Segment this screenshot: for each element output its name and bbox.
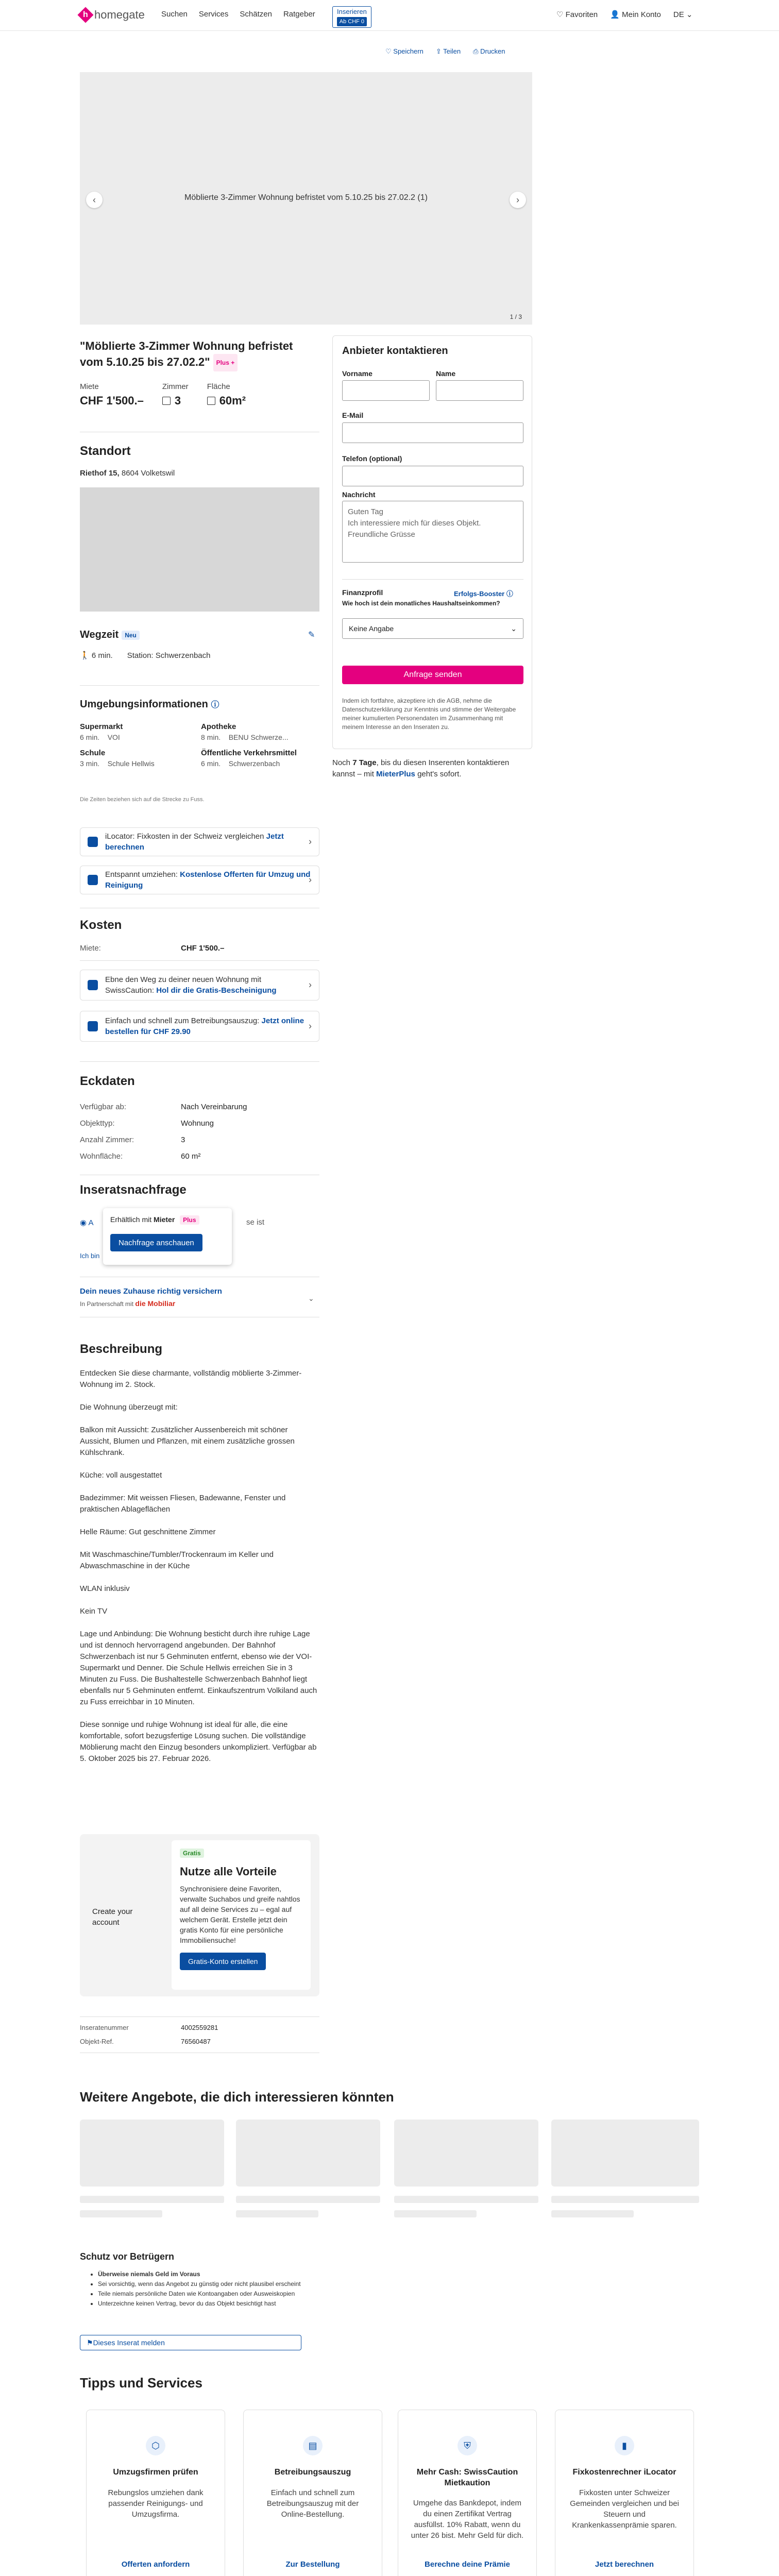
detail-key: Verfügbar ab: — [80, 1103, 127, 1111]
detail-key: Anzahl Zimmer: — [80, 1136, 134, 1144]
item-label: Supermarkt — [80, 722, 123, 731]
item-time: 6 min. — [80, 733, 100, 741]
surroundings-item — [80, 749, 201, 768]
main-nav — [161, 10, 315, 19]
listing-title — [80, 338, 314, 371]
nav-ratgeber[interactable]: Ratgeber — [283, 10, 315, 19]
note-days: 7 Tage — [352, 758, 377, 767]
site-header — [0, 0, 779, 31]
fraud-list — [98, 2269, 301, 2309]
tip-card-swisscaution[interactable] — [398, 2410, 537, 2576]
swisscaution-icon — [88, 980, 98, 990]
edit-icon[interactable]: ✎ — [308, 631, 315, 639]
moving-text-main: Entspannt umziehen: — [105, 870, 178, 879]
object-ref-value: 76560487 — [181, 2038, 211, 2045]
gallery-counter: 1 / 3 — [510, 313, 522, 320]
insert-button[interactable] — [332, 6, 371, 28]
tips-heading: Tipps und Services — [80, 2375, 202, 2391]
object-ref-label: Objekt-Ref. — [80, 2038, 114, 2045]
insert-badge: Ab CHF 0 — [337, 17, 367, 26]
info-icon[interactable]: ⓘ — [211, 701, 219, 709]
item-place: VOI — [107, 733, 120, 741]
debt-register-text — [105, 1015, 312, 1037]
user-icon: 👤 — [610, 10, 622, 19]
rent-value: CHF 1'500.– — [80, 394, 144, 407]
heart-icon: ♡ — [556, 10, 566, 19]
tip-body: Fixkosten unter Schweizer Gemeinden vergleichen und bei Steuern und Krankenkassenprämie sparen. — [570, 2488, 679, 2530]
rooms-value: 3 — [174, 394, 181, 407]
chevron-right-icon: › — [309, 1021, 312, 1031]
share-label: Teilen — [443, 47, 461, 55]
demand-partial-left-text: A — [88, 1218, 94, 1227]
demand-partial-left — [80, 1218, 93, 1227]
income-select-value: Keine Angabe — [349, 624, 394, 633]
logo-text: homegate — [94, 8, 145, 21]
desc-paragraph: Balkon mit Aussicht: Zusätzlicher Aussenbereich mit schöner Aussicht, Blumen und Pflanzen, mit einem zusätzliche grossen Kühlschrank. — [80, 1426, 295, 1457]
listing-id-value: 4002559281 — [181, 2024, 218, 2031]
commute-duration — [80, 650, 113, 662]
details-heading: Eckdaten — [80, 1074, 135, 1088]
detail-value: 3 — [181, 1136, 185, 1144]
moving-icon — [88, 875, 98, 885]
lastname-field[interactable] — [436, 380, 523, 401]
map-icon: ▮ — [615, 2436, 634, 2455]
desc-paragraph: Lage und Anbindung: Die Wohnung besticht durch ihre ruhige Lage und ist dennoch hervorragend angebunden. Der Bahnhof Schwerzenbach ist nur 5 Gehminuten entfernt, ebenso wie der VOI-Supermarkt und Denner. Die Schule Hellwis erreichen Sie in 3 Minuten zu Fuss. Die Bushaltestelle Schwerzenbach Bahnhof liegt ebenfalls nur 5 Gehminuten entfernt. Einkaufszentrum Volkiland auch zu Fuss erreichbar in 10 Minuten. — [80, 1630, 317, 1706]
tip-body: Einfach und schnell zum Betreibungsauszug mit der Online-Bestellung. — [266, 2488, 359, 2519]
surroundings-item — [80, 722, 201, 741]
chevron-right-icon: › — [309, 874, 312, 885]
debt-register-card[interactable] — [80, 1011, 319, 1042]
offer-text-placeholder — [236, 2196, 380, 2203]
save-button[interactable]: ♡ Speichern — [385, 47, 424, 55]
income-select[interactable] — [342, 618, 523, 639]
offer-text-placeholder — [236, 2210, 318, 2217]
description-body — [80, 1368, 319, 1765]
account-link[interactable] — [610, 10, 661, 19]
language-label: DE — [673, 10, 684, 19]
item-time: 6 min. — [201, 759, 221, 768]
contact-form — [332, 335, 532, 749]
account-benefits — [80, 1834, 319, 1996]
gallery-next-button[interactable] — [510, 192, 526, 208]
tip-title: Betreibungsauszug — [274, 2468, 351, 2477]
offer-card-placeholder — [394, 2120, 538, 2187]
surroundings-item — [201, 722, 319, 741]
listing-title-text: "Möblierte 3-Zimmer Wohnung befristet vom 5.10.25 bis 27.02.2" — [80, 340, 293, 368]
finance-heading: Finanzprofil — [342, 588, 383, 597]
insurance-partner-label: In Partnerschaft mit — [80, 1300, 134, 1308]
phone-label: Telefon (optional) — [342, 454, 402, 463]
report-listing-button[interactable] — [80, 2335, 301, 2350]
debt-register-link: Jetzt online bestellen für CHF 29.90 — [105, 1016, 304, 1036]
moving-link: Kostenlose Offerten für Umzug und Reinigung — [105, 870, 311, 890]
fraud-heading: Schutz vor Betrügern — [80, 2251, 175, 2262]
desc-paragraph: Kein TV — [80, 1607, 108, 1616]
listing-ids — [80, 2024, 284, 2045]
header-right — [556, 10, 693, 19]
eye-icon: ◉ — [80, 1218, 89, 1227]
chevron-right-icon: › — [309, 836, 312, 847]
surroundings-item — [201, 749, 319, 768]
fraud-item: • Überweise niemals Geld im Voraus — [98, 2269, 301, 2279]
divider — [80, 685, 319, 686]
lastname-label: Name — [436, 369, 456, 378]
key-facts — [80, 382, 246, 408]
surroundings-heading — [80, 698, 219, 710]
item-label: Schule — [80, 749, 106, 757]
tip-title: Umzugsfirmen prüfen — [113, 2468, 198, 2477]
location-map[interactable] — [80, 487, 319, 612]
swisscaution-link: Hol dir die Gratis-Bescheinigung — [156, 986, 277, 995]
benefits-body: Synchronisiere deine Favoriten, verwalte Suchabos und greife nahtlos auf all deine Services zu – egal auf welchem Gerät. Erstelle jetzt dein gratis Konto für eine persönliche Immobiliensuche! — [180, 1885, 300, 1944]
detail-value: Wohnung — [181, 1119, 214, 1128]
demand-partial-right: se ist — [246, 1218, 265, 1227]
offer-text-placeholder — [394, 2196, 538, 2203]
chevron-left-icon: ‹ — [93, 194, 96, 205]
surroundings-heading-text: Umgebungsinformationen — [80, 699, 208, 710]
tip-title: Fixkostenrechner iLocator — [572, 2468, 676, 2477]
favorites-label: Favoriten — [565, 10, 598, 19]
fact-area — [207, 382, 246, 408]
desc-paragraph: Küche: voll ausgestattet — [80, 1471, 162, 1480]
create-account-button[interactable]: Gratis-Konto erstellen — [180, 1953, 266, 1970]
nav-schaetzen[interactable]: Schätzen — [240, 10, 272, 19]
report-listing-label: Dieses Inserat melden — [93, 2338, 165, 2347]
save-label: Speichern — [393, 47, 424, 55]
costs-rent-label: Miete: — [80, 944, 101, 953]
box-icon: ⬡ — [146, 2436, 165, 2455]
fact-rent — [80, 382, 144, 408]
swisscaution-card[interactable] — [80, 970, 319, 1001]
fraud-item: • Sei vorsichtig, wenn das Angebot zu günstig oder nicht plausibel erscheint — [98, 2279, 301, 2289]
divider — [80, 960, 319, 961]
debt-register-text-main: Einfach und schnell zum Betreibungsauszug: — [105, 1016, 260, 1025]
benefits-heading: Nutze alle Vorteile — [180, 1865, 277, 1878]
desc-paragraph: Diese sonnige und ruhige Wohnung ist ideal für alle, die eine komfortable, sofort bezugsfertige Lösung suchen. Die vollständige Möblierung macht den Einzug besonders unkompliziert. Verfügbar ab 5. Oktober 2025 bis 27. Februar 2026. — [80, 1720, 317, 1763]
address-city: 8604 Volketswil — [121, 469, 175, 478]
demand-popup-label: Erhältlich mit — [110, 1215, 152, 1224]
surroundings-grid — [80, 722, 319, 768]
tip-body: Umgehe das Bankdepot, indem du einen Zertifikat Vertrag ausfüllst. 10% Rabatt, wenn du unter 26 bist. Mehr Geld für dich. — [411, 2499, 524, 2540]
more-offers-heading: Weitere Angebote, die dich interessieren könnten — [80, 2089, 394, 2105]
language-select[interactable]: DE ⌄ — [673, 10, 693, 19]
fraud-item: • Unterzeichne keinen Vertrag, bevor du das Objekt besichtigt hast — [98, 2299, 301, 2309]
demand-link[interactable]: Ich bin — [80, 1252, 100, 1260]
swisscaution-text-main: Ebne den Weg zu deiner neuen Wohnung mit SwissCaution: — [105, 975, 261, 995]
favorites-link[interactable] — [556, 10, 598, 19]
note-prefix: Noch — [332, 758, 351, 767]
demand-heading: Inseratsnachfrage — [80, 1183, 187, 1197]
image-gallery[interactable] — [80, 72, 532, 325]
tip-link[interactable]: Jetzt berechnen — [595, 2560, 654, 2569]
message-label: Nachricht — [342, 490, 376, 499]
desc-paragraph: WLAN inklusiv — [80, 1584, 130, 1593]
view-demand-button[interactable]: Nachfrage anschauen — [110, 1234, 202, 1251]
address — [80, 468, 175, 479]
tip-card-debt[interactable] — [243, 2410, 382, 2576]
email-label: E-Mail — [342, 411, 364, 419]
insurance-link[interactable]: Dein neues Zuhause richtig versichern — [80, 1287, 222, 1296]
nav-suchen[interactable]: Suchen — [161, 10, 188, 19]
mieterplus-note — [332, 757, 532, 780]
ilocator-link: Jetzt berechnen — [105, 832, 284, 852]
plus-tag-label: Plus — [216, 359, 229, 366]
divider — [80, 1061, 319, 1062]
gratis-tag: Gratis — [180, 1849, 204, 1858]
gallery-caption: Möblierte 3-Zimmer Wohnung befristet vom 5.10.25 bis 27.02.2 (1) — [184, 193, 428, 202]
costs-table — [80, 944, 284, 953]
moving-text — [105, 869, 312, 891]
divider — [342, 579, 523, 580]
commute-duration-value: 6 min. — [91, 651, 113, 660]
account-label: Mein Konto — [622, 10, 661, 19]
ilocator-icon — [88, 837, 98, 847]
item-label: Öffentliche Verkehrsmittel — [201, 749, 297, 757]
offer-text-placeholder — [551, 2196, 699, 2203]
details-table — [80, 1103, 284, 1161]
benefits-card — [172, 1840, 311, 1990]
insurance-partner — [80, 1299, 175, 1308]
shield-icon: ⛨ — [458, 2436, 477, 2455]
tip-title: Mehr Cash: SwissCaution Mietkaution — [416, 2468, 518, 2487]
message-field[interactable]: Guten Tag Ich interessiere mich für dieses Objekt. Freundliche Grüsse — [342, 501, 523, 563]
chevron-down-icon: ⌄ — [511, 624, 517, 633]
listing-actions — [385, 47, 505, 56]
mobiliar-logo: die Mobiliar — [135, 1299, 176, 1308]
email-field[interactable] — [342, 422, 523, 443]
item-time: 3 min. — [80, 759, 100, 768]
chevron-right-icon: › — [516, 194, 519, 205]
new-tag: Neu — [122, 631, 140, 640]
commute-heading-text: Wegzeit — [80, 629, 119, 640]
detail-value: Nach Vereinbarung — [181, 1103, 247, 1111]
desc-paragraph: Entdecken Sie diese charmante, vollständig möblierte 3-Zimmer-Wohnung im 2. Stock. — [80, 1369, 302, 1389]
fact-rooms — [162, 382, 189, 408]
fraud-item: • Teile niemals persönliche Daten wie Kontoangaben oder Ausweiskopien — [98, 2289, 301, 2299]
tip-link[interactable]: Berechne deine Prämie — [425, 2560, 510, 2569]
offer-card-placeholder — [551, 2120, 699, 2187]
print-label: Drucken — [480, 47, 505, 55]
firstname-label: Vorname — [342, 369, 372, 378]
demand-popup — [103, 1208, 232, 1265]
offer-card-placeholder — [80, 2120, 224, 2187]
offer-card-placeholder — [236, 2120, 380, 2187]
item-place: Schwerzenbach — [228, 759, 280, 768]
finance-booster-label: Erfolgs-Booster — [454, 590, 505, 598]
note-rest: , bis du diesen Inserenten kontaktieren kannst – mit — [332, 758, 510, 778]
desc-paragraph: Die Wohnung überzeugt mit: — [80, 1403, 178, 1412]
commute-heading — [80, 629, 140, 641]
chevron-down-icon[interactable]: ⌄ — [308, 1294, 314, 1302]
document-icon: ▤ — [303, 2436, 323, 2455]
item-place: BENU Schwerze... — [228, 733, 289, 741]
moving-card[interactable] — [80, 866, 319, 894]
offer-text-placeholder — [394, 2210, 477, 2217]
mieterplus-link[interactable]: MieterPlus — [376, 770, 415, 778]
send-request-button[interactable]: Anfrage senden — [342, 666, 523, 684]
tip-link[interactable]: Offerten anfordern — [121, 2560, 190, 2569]
area-value: 60m² — [219, 394, 246, 407]
rent-label: Miete — [80, 382, 99, 391]
flag-icon: ⚑ — [87, 2338, 93, 2347]
item-place: Schule Hellwis — [107, 759, 155, 768]
location-heading: Standort — [80, 444, 131, 458]
plus-tag: Plus + — [213, 354, 238, 371]
address-street: Riethof 15, — [80, 469, 120, 478]
info-icon[interactable]: ⓘ — [506, 590, 513, 598]
detail-key: Wohnfläche: — [80, 1152, 123, 1161]
divider — [80, 2016, 319, 2017]
legal-note: Indem ich fortfahre, akzeptiere ich die AGB, nehme die Datenschutzerklärung zur Kenntnis und stimme der Weitergabe meiner kumulierten Personendaten im Zusammenhang mit meinem Interesse an den Inseraten zu. — [342, 697, 516, 731]
item-time: 8 min. — [201, 733, 221, 741]
costs-rent-value: CHF 1'500.– — [181, 944, 225, 953]
ilocator-text — [105, 831, 312, 853]
share-button[interactable]: ⇪ Teilen — [435, 47, 461, 55]
area-icon — [207, 397, 215, 405]
homegate-logo[interactable] — [80, 8, 145, 22]
walk-icon: 🚶 — [80, 651, 92, 660]
area-label: Fläche — [207, 382, 230, 391]
tip-body: Rebungslos umziehen dank passender Reinigungs- und Umzugsfirma. — [108, 2488, 204, 2519]
rooms-icon — [162, 397, 171, 405]
desc-paragraph: Badezimmer: Mit weissen Fliesen, Badewanne, Fenster und praktischen Ablageflächen — [80, 1494, 286, 1514]
document-icon — [88, 1021, 98, 1031]
detail-key: Objekttyp: — [80, 1119, 115, 1128]
nav-services[interactable]: Services — [198, 10, 229, 19]
firstname-field[interactable] — [342, 380, 430, 401]
ilocator-text-main: iLocator: Fixkosten in der Schweiz vergleichen — [105, 832, 264, 841]
commute-station: Station: Schwerzenbach — [127, 651, 211, 660]
chevron-right-icon: › — [309, 979, 312, 990]
offer-text-placeholder — [80, 2210, 162, 2217]
desc-paragraph: Helle Räume: Gut geschnittene Zimmer — [80, 1528, 216, 1536]
logo-icon: h — [77, 7, 93, 23]
print-button[interactable]: ⎙ Drucken — [473, 47, 505, 55]
desc-paragraph: Mit Waschmaschine/Tumbler/Trockenraum im Keller und Abwaschmaschine in der Küche — [80, 1550, 274, 1570]
listing-id-label: Inseratenummer — [80, 2024, 129, 2031]
ilocator-card[interactable] — [80, 827, 319, 856]
demand-popup-brand: Mieter — [154, 1215, 175, 1224]
finance-booster — [454, 588, 513, 598]
swisscaution-text — [105, 974, 312, 996]
offer-text-placeholder — [80, 2196, 224, 2203]
benefits-left-text: Create your account — [92, 1907, 133, 1927]
plus-tag: Plus — [180, 1215, 199, 1225]
insert-label: Inserieren — [337, 8, 367, 15]
commute-info — [80, 650, 210, 662]
item-label: Apotheke — [201, 722, 236, 731]
tip-link[interactable]: Zur Bestellung — [285, 2560, 340, 2569]
costs-heading: Kosten — [80, 918, 122, 932]
finance-question: Wie hoch ist dein monatliches Haushaltseinkommen? — [342, 600, 500, 607]
rooms-label: Zimmer — [162, 382, 189, 391]
demand-popup-text — [110, 1215, 225, 1225]
tip-card-ilocator[interactable] — [555, 2410, 694, 2576]
tip-card-moving[interactable] — [86, 2410, 225, 2576]
offer-text-placeholder — [551, 2210, 634, 2217]
phone-field[interactable] — [342, 466, 523, 486]
detail-value: 60 m² — [181, 1152, 201, 1161]
contact-heading: Anbieter kontaktieren — [342, 345, 448, 357]
description-heading: Beschreibung — [80, 1342, 163, 1356]
note-end: geht's sofort. — [417, 770, 462, 778]
surroundings-note: Die Zeiten beziehen sich auf die Strecke zu Fuss. — [80, 796, 205, 803]
gallery-prev-button[interactable] — [86, 192, 103, 208]
